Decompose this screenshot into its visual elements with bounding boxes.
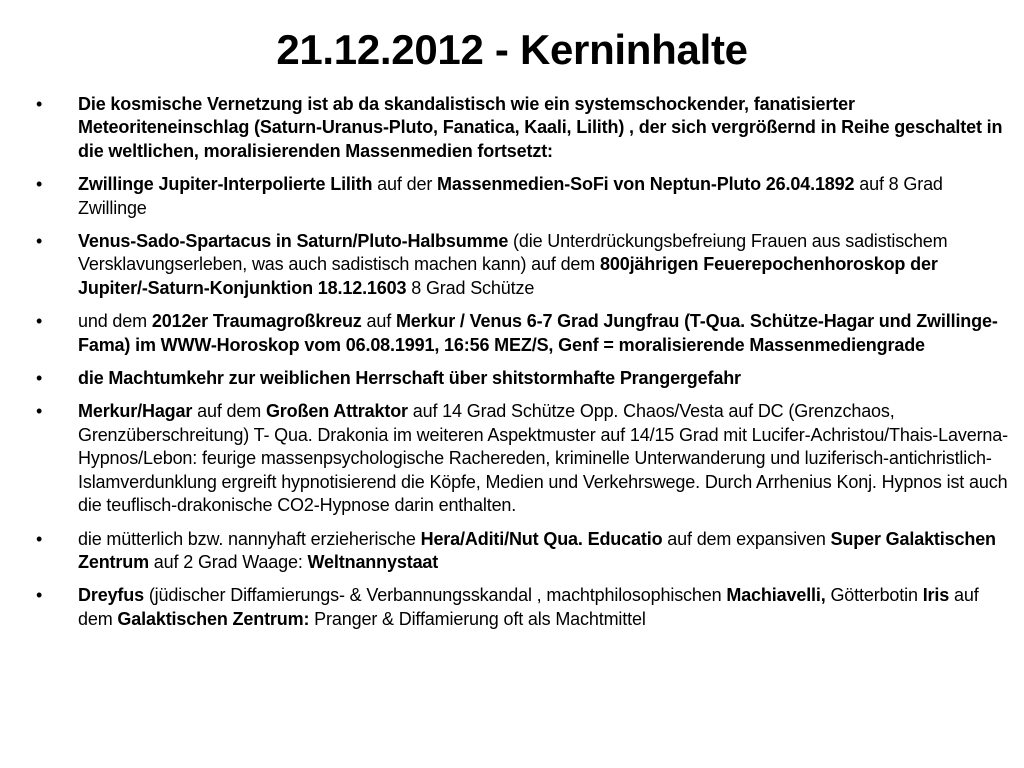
bullet-item xyxy=(36,230,1010,300)
text: auf dem xyxy=(78,585,979,629)
bullet-list xyxy=(36,93,1010,641)
text: auf 2 Grad Waage: xyxy=(148,551,308,572)
bold-text: Iris xyxy=(922,585,950,606)
bold-text: 2012er Traumagroßkreuz xyxy=(151,311,362,332)
bold-text: Super Galaktischen Zentrum xyxy=(78,528,996,572)
text: auf 8 Grad Zwillinge xyxy=(78,174,943,218)
bullet-item xyxy=(36,400,1010,517)
bullet-dot-icon: • xyxy=(36,94,43,114)
text: auf der xyxy=(372,174,438,195)
text: auf dem xyxy=(192,401,266,422)
bullet-item xyxy=(36,310,1010,357)
bullet-item xyxy=(36,367,1010,390)
bold-text: Massenmedien-SoFi von Neptun-Pluto 26.04.1892 xyxy=(437,174,855,195)
text: 8 Grad Schütze xyxy=(406,277,535,298)
bullet-dot-icon: • xyxy=(36,311,43,332)
text: und dem xyxy=(78,311,152,332)
bold-text: Die kosmische Vernetzung ist ab da skandalistisch wie ein systemschockender, fanatisierter Meteoriteneinschlag (Saturn-Uranus-Pluto, Fanatica, Kaali, Lilith) , der sich vergrößernd in Reihe geschaltet in die weltlichen, moralisierenden Massenmedien fortsetzt: xyxy=(78,94,1003,161)
text: auf 14 Grad Schütze Opp. Chaos/Vesta auf DC (Grenzchaos, Grenzüberschreitung) T- Qua. Drakonia im weiteren Aspektmuster auf 14/15 Grad mit Lucifer-Achristou/Thais-Laverna-Hypnos/Lebon: feurige massenpsychologische Rachereden, kriminelle Unterwanderung und luziferisch-antichristlich-Islamverdunklung ergreift hypnotisierend die Köpfe, Medien und Verkehrswege. Durch Arrhenius Konj. Hypnos ist auch die teuflisch-drakonische CO2-Hypnose darin enthalten. xyxy=(78,401,1008,516)
bullet-item xyxy=(36,173,1010,220)
bullet-dot-icon: • xyxy=(36,528,43,549)
text: auf xyxy=(361,311,396,332)
bullet-dot-icon: • xyxy=(36,401,43,422)
bold-text: Machiavelli, xyxy=(726,585,826,606)
bold-text: Dreyfus xyxy=(78,585,144,606)
text: Götterbotin xyxy=(825,585,923,606)
text: die mütterlich bzw. nannyhaft erzieherische xyxy=(78,528,421,549)
slide-title: 21.12.2012 - Kerninhalte xyxy=(276,26,748,73)
bold-text: Venus-Sado-Spartacus in Saturn/Pluto-Halbsumme xyxy=(78,231,509,252)
text: (die Unterdrückungsbefreiung Frauen aus sadistischem Versklavungserleben, was auch sadistisch machen kann) auf dem xyxy=(78,231,948,275)
bullet-dot-icon: • xyxy=(36,231,43,252)
text: auf dem expansiven xyxy=(662,528,831,549)
bullet-dot-icon: • xyxy=(36,585,43,606)
bullet-dot-icon: • xyxy=(36,174,43,195)
bullet-dot-icon: • xyxy=(36,368,43,389)
text: Pranger & Diffamierung oft als Machtmittel xyxy=(309,608,646,629)
bold-text: Merkur / Venus 6-7 Grad Jungfrau (T-Qua. Schütze-Hagar und Zwillinge-Fama) im WWW-Horoskop vom 06.08.1991, 16:56 MEZ/S, Genf = moralisierende Massenmediengrade xyxy=(78,311,998,355)
bullet-item xyxy=(36,584,1010,631)
bold-text: Galaktischen Zentrum: xyxy=(117,608,310,629)
bold-text: die Machtumkehr zur weiblichen Herrschaft über shitstormhafte Prangergefahr xyxy=(78,368,741,389)
bullet-item xyxy=(36,528,1010,575)
bold-text: Merkur/Hagar xyxy=(78,401,193,422)
text: (jüdischer Diffamierungs- & Verbannungsskandal , machtphilosophischen xyxy=(143,585,727,606)
bold-text: Weltnannystaat xyxy=(307,551,439,572)
bold-text: Zwillinge Jupiter-Interpolierte Lilith xyxy=(78,174,373,195)
bold-text: Großen Attraktor xyxy=(265,401,408,422)
bullet-item xyxy=(36,93,1010,163)
bold-text: 800jährigen Feuerepochenhoroskop der Jupiter/-Saturn-Konjunktion 18.12.1603 xyxy=(78,254,938,298)
bold-text: Hera/Aditi/Nut Qua. Educatio xyxy=(420,528,663,549)
